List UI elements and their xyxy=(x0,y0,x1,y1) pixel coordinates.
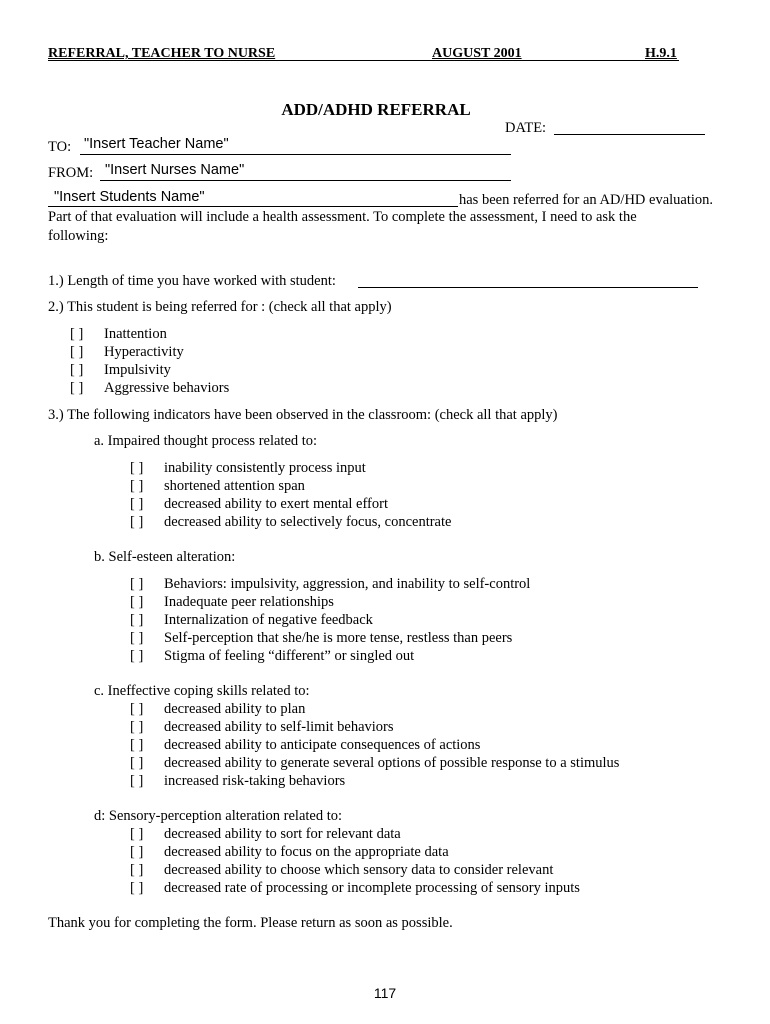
checkbox-label: shortened attention span xyxy=(164,478,305,494)
checkbox[interactable]: [ ] xyxy=(130,648,144,664)
header-date: AUGUST 2001 xyxy=(432,46,522,61)
section-a-label: a. Impaired thought process related to: xyxy=(94,433,318,449)
checkbox-item[interactable] xyxy=(70,325,167,343)
section-d-label: d: Sensory-perception alteration related to: xyxy=(94,808,343,824)
header-form-code: H.9.1 xyxy=(645,46,677,61)
checkbox[interactable]: [ ] xyxy=(130,612,144,628)
date-field[interactable] xyxy=(554,134,705,135)
length-of-time-field[interactable] xyxy=(358,287,698,288)
from-field-value: "Insert Nurses Name" xyxy=(105,162,245,178)
checkbox-item[interactable] xyxy=(130,861,553,879)
checkbox-item[interactable] xyxy=(130,736,480,754)
checkbox[interactable]: [ ] xyxy=(130,478,144,494)
checkbox[interactable]: [ ] xyxy=(130,862,144,878)
checkbox-label: increased risk-taking behaviors xyxy=(164,773,346,789)
header-form-title: REFERRAL, TEACHER TO NURSE xyxy=(48,46,276,61)
checkbox-label: Hyperactivity xyxy=(104,344,184,360)
checkbox-item[interactable] xyxy=(130,575,530,593)
checkbox-item[interactable] xyxy=(130,772,345,790)
to-field-value: "Insert Teacher Name" xyxy=(84,136,229,152)
question-2: 2.) This student is being referred for : (check all that apply) xyxy=(48,299,392,315)
checkbox-label: decreased ability to plan xyxy=(164,701,306,717)
checkbox[interactable]: [ ] xyxy=(70,362,84,378)
checkbox[interactable]: [ ] xyxy=(70,326,84,342)
student-field[interactable] xyxy=(48,206,458,207)
to-label: TO: xyxy=(48,139,72,155)
intro-line-1: has been referred for an AD/HD evaluation. xyxy=(459,192,714,208)
checkbox-label: Behaviors: impulsivity, aggression, and inability to self-control xyxy=(164,576,531,592)
checkbox-item[interactable] xyxy=(70,343,184,361)
intro-line-3: following: xyxy=(48,228,109,244)
checkbox-label: Impulsivity xyxy=(104,362,171,378)
checkbox-label: decreased ability to focus on the appropriate data xyxy=(164,844,449,860)
checkbox[interactable]: [ ] xyxy=(130,844,144,860)
checkbox[interactable]: [ ] xyxy=(130,701,144,717)
checkbox-label: decreased ability to sort for relevant data xyxy=(164,826,401,842)
checkbox[interactable]: [ ] xyxy=(130,826,144,842)
checkbox[interactable]: [ ] xyxy=(130,514,144,530)
date-label: DATE: xyxy=(505,120,547,136)
checkbox[interactable]: [ ] xyxy=(70,380,84,396)
checkbox-label: inability consistently process input xyxy=(164,460,366,476)
checkbox-label: decreased ability to anticipate consequences of actions xyxy=(164,737,481,753)
checkbox-item[interactable] xyxy=(130,477,305,495)
checkbox[interactable]: [ ] xyxy=(70,344,84,360)
section-c-label: c. Ineffective coping skills related to: xyxy=(94,683,310,699)
question-3: 3.) The following indicators have been observed in the classroom: (check all that apply) xyxy=(48,407,558,423)
question-1: 1.) Length of time you have worked with student: xyxy=(48,273,336,289)
checkbox[interactable]: [ ] xyxy=(130,880,144,896)
checkbox-item[interactable] xyxy=(130,611,373,629)
checkbox[interactable]: [ ] xyxy=(130,496,144,512)
checkbox-item[interactable] xyxy=(70,379,229,397)
to-field[interactable] xyxy=(80,154,511,155)
checkbox-label: decreased ability to generate several options of possible response to a stimulus xyxy=(164,755,620,771)
checkbox[interactable]: [ ] xyxy=(130,755,144,771)
checkbox[interactable]: [ ] xyxy=(130,737,144,753)
checkbox-label: decreased ability to choose which sensory data to consider relevant xyxy=(164,862,554,878)
checkbox-item[interactable] xyxy=(130,843,449,861)
page-number: 117 xyxy=(373,985,397,1001)
checkbox-label: decreased ability to selectively focus, concentrate xyxy=(164,514,452,530)
closing-note: Thank you for completing the form. Please return as soon as possible. xyxy=(48,915,453,931)
checkbox-item[interactable] xyxy=(130,629,512,647)
student-field-value: "Insert Students Name" xyxy=(54,189,205,205)
checkbox[interactable]: [ ] xyxy=(130,630,144,646)
from-field[interactable] xyxy=(100,180,511,181)
checkbox[interactable]: [ ] xyxy=(130,460,144,476)
page-title: ADD/ADHD REFERRAL xyxy=(281,100,471,119)
checkbox-item[interactable] xyxy=(130,647,414,665)
checkbox-item[interactable] xyxy=(130,718,394,736)
checkbox-label: Inadequate peer relationships xyxy=(164,594,334,610)
checkbox-item[interactable] xyxy=(70,361,171,379)
checkbox-label: decreased rate of processing or incomplete processing of sensory inputs xyxy=(164,880,580,896)
checkbox-item[interactable] xyxy=(130,459,366,477)
section-b-label: b. Self-esteen alteration: xyxy=(94,549,236,565)
checkbox[interactable]: [ ] xyxy=(130,773,144,789)
checkbox-label: decreased ability to exert mental effort xyxy=(164,496,388,512)
checkbox-item[interactable] xyxy=(130,825,401,843)
checkbox[interactable]: [ ] xyxy=(130,576,144,592)
checkbox-label: Self-perception that she/he is more tense, restless than peers xyxy=(164,630,513,646)
header-underline xyxy=(48,60,679,61)
checkbox-label: Internalization of negative feedback xyxy=(164,612,373,628)
checkbox-item[interactable] xyxy=(130,495,388,513)
checkbox-label: Inattention xyxy=(104,326,167,342)
checkbox-item[interactable] xyxy=(130,513,451,531)
checkbox-item[interactable] xyxy=(130,593,334,611)
checkbox-item[interactable] xyxy=(130,754,619,772)
checkbox-item[interactable] xyxy=(130,879,580,897)
checkbox-item[interactable] xyxy=(130,700,305,718)
checkbox-label: Stigma of feeling “different” or singled out xyxy=(164,648,415,664)
checkbox-label: Aggressive behaviors xyxy=(104,380,230,396)
intro-line-2: Part of that evaluation will include a health assessment. To complete the assessment, I need to ask the xyxy=(48,209,637,225)
checkbox[interactable]: [ ] xyxy=(130,719,144,735)
checkbox-label: decreased ability to self-limit behaviors xyxy=(164,719,394,735)
checkbox[interactable]: [ ] xyxy=(130,594,144,610)
from-label: FROM: xyxy=(48,165,94,181)
